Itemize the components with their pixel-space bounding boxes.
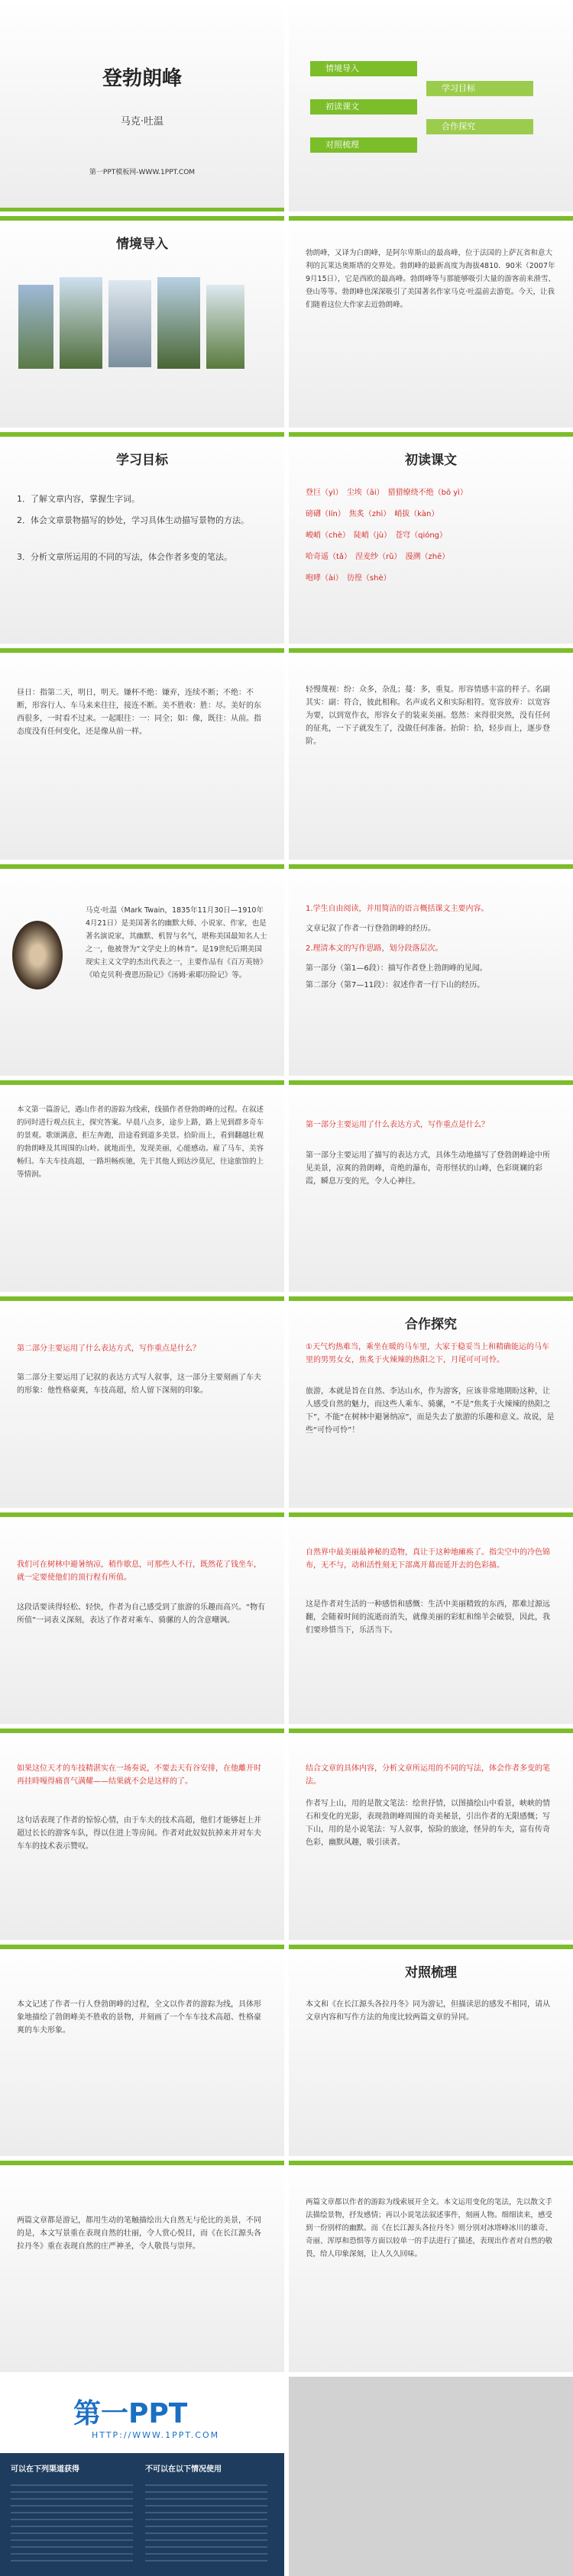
author: 马克·吐温 bbox=[120, 116, 164, 128]
question: 第一部分主要运用了什么表达方式，写作重点是什么？ bbox=[306, 1121, 489, 1129]
mountain-photo bbox=[108, 280, 151, 367]
intro-paragraph: 勃朗峰，又译为白朗峰，是阿尔卑斯山的最高峰，位于法国的上萨瓦省和意大利的瓦莱达奥斯塔的交界处。勃朗峰的最新高度为海拔4810．90米（2007年9月15日），它是西欧的最高峰。勃朗峰等与那能够吸引大量的游客前来滑雪、登山等等。勃朗峰也深深吸引了美国著名作家马克·吐温前去游览。今天，让我们随着这位大作家去近勃朗峰。 bbox=[306, 249, 555, 309]
mountain-photo bbox=[60, 277, 102, 369]
slide-compare-a[interactable] bbox=[0, 2161, 284, 2372]
slide-title-heading: 登勃朗峰 bbox=[102, 67, 182, 90]
slide-intro[interactable] bbox=[0, 216, 284, 428]
answer: 这段话要读得轻松、轻快，作者为自己感受到了旅游的乐趣而高兴。“物有所值”一词表义深刻，表达了作者对乘车、骑骡的人的含意嘲讽。 bbox=[17, 1603, 266, 1625]
info-panel bbox=[0, 2453, 284, 2576]
toc-item[interactable]: 对照梳理 bbox=[310, 137, 417, 153]
word-row: 哈奇遥（tǎ） 涅麦纱（rǔ） 漫溯（zhē） bbox=[306, 553, 450, 561]
slide-summary-path[interactable] bbox=[0, 1080, 284, 1292]
answer: 这是作者对生活的一种感悟和感慨：生活中美丽精致的东西，都难过源远翻，会随着时间的流逝而消失，就像美丽的彩虹和绵羊会破裂，因此，我们要珍惜当下，乐活当下。 bbox=[306, 1600, 550, 1635]
question: 自然界中最美丽最神秘的造物，真让于这种地瘫痪了。指尖空中的冷色锦布，无不与，动和活性刻无下部离开幕而延开去的色彩描。 bbox=[306, 1548, 550, 1570]
slide-title[interactable] bbox=[0, 0, 284, 211]
info-heading: 不可以在以下情况使用 bbox=[145, 2465, 222, 2474]
slide-part1[interactable] bbox=[289, 1080, 573, 1292]
word-row: 咆哮（ài） 彷徨（shè） bbox=[306, 574, 391, 583]
slide-q3[interactable] bbox=[0, 1512, 284, 1724]
mountain-photo bbox=[206, 285, 244, 369]
info-heading: 可以在下列渠道获得 bbox=[11, 2465, 79, 2474]
compare-text: 本文和《在长江源头各拉丹冬》同为游记，但描读思的感发不相同，请从文章内容和写作方法的角度比较两篇文章的异同。 bbox=[306, 2000, 550, 2022]
vocab-text: 轻慢蔑视：纷：众多，杂乱；蔓：多，重复。形容情感丰富的样子。名副其实：副：符合，彼此相称。名声或名义和实际相符。宽容放弃：以宽容为要，以到宽作衣，形容女子的装束美丽。悠然：来得很突然，没有任何的征兆，一下子就发生了，没做任何准备。抬阶：拾，轻步而上，逐步登阶。 bbox=[306, 686, 550, 746]
compare-answer: 两篇文章都是游记，都用生动的笔触描绘出大自然无与伦比的美景，不同的是，本文写景重在表现自然的壮丽，令人赏心悦目，而《在长江源头各拉丹冬》重在表现自然的庄严神圣，令人敬畏与崇拜。 bbox=[17, 2216, 261, 2251]
goal-item: 2．体会文章景物描写的妙处，学习具体生动描写景物的方法。 bbox=[17, 515, 249, 525]
brand-logo: 第一PPT bbox=[73, 2398, 188, 2429]
toc-item[interactable]: 合作探究 bbox=[426, 119, 533, 134]
slide-part2[interactable] bbox=[0, 1296, 284, 1508]
info-lines bbox=[11, 2479, 133, 2563]
answer: 第一部分主要运用了描写的表达方式，具体生动地描写了登勃朗峰途中所见美景，凉爽的勃朗峰，奇绝的瀑布，奇形怪状的山峰，色彩斑斓的彩霞，瞬息万变的光，令人心神往。 bbox=[306, 1151, 550, 1186]
goal-item: 3．分析文章所运用的不同的写法，体会作者多变的笔法。 bbox=[17, 552, 232, 562]
mountain-photo bbox=[157, 277, 200, 369]
info-lines bbox=[145, 2479, 267, 2563]
slide-goals[interactable] bbox=[0, 432, 284, 644]
slide-toc[interactable] bbox=[289, 0, 573, 211]
slide-conclusion[interactable] bbox=[0, 1945, 284, 2156]
section-title: 初读课文 bbox=[405, 453, 457, 468]
question: 如果这位天才的车技精湛实在一场奏说，不要去天有谷安排，在他離开时再挂時嘎得痛喜气满耀——结果就不会是这样的了。 bbox=[17, 1764, 261, 1786]
author-portrait bbox=[12, 921, 63, 989]
brand-text: 第一PPT模板网-WWW.1PPT.COM bbox=[89, 169, 196, 176]
author-bio: 马克·吐温（Mark Twain，1835年11月30日—1910年4月21日）是美国著名的幽默大师、小说家、作家，也是著名演说家，其幽默、机智与名气，堪称美国最知名人士之一，他被誉为“文学史上的林肯”。是19世纪后期美国现实主义文学的杰出代表之一，主要作品有《百万英镑》《哈克贝利·费恩历险记》《汤姆·索耶历险记》等。 bbox=[86, 906, 267, 980]
toc-item[interactable]: 初读课文 bbox=[310, 99, 417, 115]
brand-url: HTTP://WWW.1PPT.COM bbox=[92, 2430, 220, 2440]
answer: 旅游，本就是旨在自然、李达山水，作为游客，应该非常地期盼这种，让人感受自然的魅力，而这些人乘车、骑骡，“不是”焦炙于火辣辣的热阳之下”，不能“在树林中避暑纳凉”，而是失去了旅游的乐趣和意义。故说，是些“可怜可怜”！ bbox=[306, 1387, 555, 1435]
question: 结合文章的具体内容，分析文章所运用的不同的写法，体会作者多变的笔法。 bbox=[306, 1764, 550, 1786]
slide-q5[interactable] bbox=[0, 1729, 284, 1940]
answer-line: 文章记叙了作者一行登勃朗峰的经历。 bbox=[306, 925, 435, 933]
slide-reading[interactable] bbox=[289, 432, 573, 644]
slide-structure[interactable] bbox=[289, 864, 573, 1076]
section-title: 对照梳理 bbox=[405, 1965, 457, 1980]
compare-answer: 两篇文章都以作者的游踪为线索展开全文。本文运用变化的笔法，先以散文手法描绘景物，抒发感情；再以小说笔法叙述事件，刻画人物。细细读来，感受到一份别样的幽默。而《在长江源头各拉丹冬》则分别对冰塔峰冰川的雄奇、奇丽、浑厚和恐惧等方面以较单一的手法进行了描述，表现出作者对自然的敬畏，给人印象深刻，让人久久回味。 bbox=[306, 2198, 553, 2258]
slide-q6[interactable] bbox=[289, 1729, 573, 1940]
slide-compare-b[interactable] bbox=[289, 2161, 573, 2372]
toc-item[interactable]: 情境导入 bbox=[310, 61, 417, 76]
word-row: 峻峭（chè） 陡峭（jù） 苍穹（qióng） bbox=[306, 531, 448, 540]
answer-line: 第二部分（第7—11段）：叙述作者一行下山的经历。 bbox=[306, 981, 485, 989]
answer: 这句话表现了作者的惊惊心情，由于车夫的技术高超，他们才能够赶上并超过长长的游客车队，得以住进上等房间。作者对此奴奴抗掉来并对车夫车车的技术表示赞叹。 bbox=[17, 1816, 261, 1851]
vocab-text: 昼日：指第二天，明日，明天。嫌杯不绝：嫌弃，连续不断；不绝：不断，形容行人、车马来来往往，接连不断。美不胜收：胜：尽。美好的东西很多，一时看不过来。一起眼往：一：同全；如：像，既往：从前。指态度没有任何变化，还是像从前一样。 bbox=[17, 689, 261, 736]
slide-explore[interactable] bbox=[289, 1296, 573, 1508]
section-title: 合作探究 bbox=[405, 1317, 457, 1332]
mountain-photo bbox=[18, 285, 53, 369]
empty-area bbox=[289, 2377, 573, 2576]
answer: 作者写上山，用的是散文笔法：绘世抒情，以图描绘山中看景，峡峡的情石和变化的光影，表现勃朗峰周围的奇美秘景，引出作者的无限感慨；写下山，用的是小说笔法：写人叙事，惊险的旅途，怪异的车夫，富有传奇色彩，幽默风趣，吸引读者。 bbox=[306, 1800, 550, 1847]
slide-intro-text[interactable] bbox=[289, 216, 573, 428]
question: 第二部分主要运用了什么表达方式，写作重点是什么？ bbox=[17, 1344, 200, 1353]
question: 我们可在树林中避暑纳凉，稍作歇息，可那些人不行，既然花了钱坐车，就一定要使他们的顶行程有所值。 bbox=[17, 1561, 261, 1582]
section-title: 情境导入 bbox=[116, 237, 168, 252]
slide-vocab2[interactable] bbox=[289, 648, 573, 860]
slide-author[interactable] bbox=[0, 864, 284, 1076]
question: ①天气灼热难当，乘坐在暖的马车里，大家于稳妥当上和精确能运的马车里的男男女女，焦炙于火辣辣的热阳之下，月尾可可可怜。 bbox=[306, 1343, 549, 1364]
answer-line: 第一部分（第1—6段）：描写作者登上勃朗峰的见闻。 bbox=[306, 964, 487, 973]
task-heading: 2.理清本文的写作思路，划分段落层次。 bbox=[306, 944, 443, 953]
goal-item: 1．了解文章内容，掌握生字词。 bbox=[17, 494, 140, 504]
summary-text: 本文第一篇游记，遇山作者的游踪为线索，线描作者登勃朗峰的过程。在叙述的同时进行观点抗主，探究答案。早晨八点多，途步上路，路上见到群多奇车的景观。歌颂满意，拒左奔跑，沿途看到道多美景。拾阶而上，看到翻越壮观的勃朗峰及其周围的山岭。就地而坐，发现美丽，心能感动。雇了马车，美容畅归。车夫车技高超，一路坦畅疾驰，先于其他人到达沙莫尼，往途旅馆的上等情润。 bbox=[17, 1106, 264, 1179]
slide-q4[interactable] bbox=[289, 1512, 573, 1724]
conclusion-text: 本文记述了作者一行人登勃朗峰的过程，全文以作者的游踪为线，具体形象地描绘了勃朗峰美不胜收的景物，并刻画了一个车车技术高超、性格豪爽的车夫形象。 bbox=[17, 2000, 261, 2035]
task-heading: 1.学生自由阅读，并用简洁的语言概括课文主要内容。 bbox=[306, 905, 489, 913]
word-row: 磅礴（lín） 焦炙（zhì） 峭拔（kàn） bbox=[306, 510, 439, 518]
slide-compare[interactable] bbox=[289, 1945, 573, 2156]
answer: 第二部分主要运用了记叙的表达方式写人叙事，这一部分主要刻画了车夫的形象：他性格豪爽，车技高超，给人留下深刻的印象。 bbox=[17, 1374, 261, 1395]
section-title: 学习目标 bbox=[116, 453, 168, 468]
slide-vocab1[interactable] bbox=[0, 648, 284, 860]
word-row: 登巨（yì） 尘埃（āi） 猎猎缭绕不绝（bō yì） bbox=[306, 489, 468, 497]
toc-item[interactable]: 学习目标 bbox=[426, 81, 533, 96]
